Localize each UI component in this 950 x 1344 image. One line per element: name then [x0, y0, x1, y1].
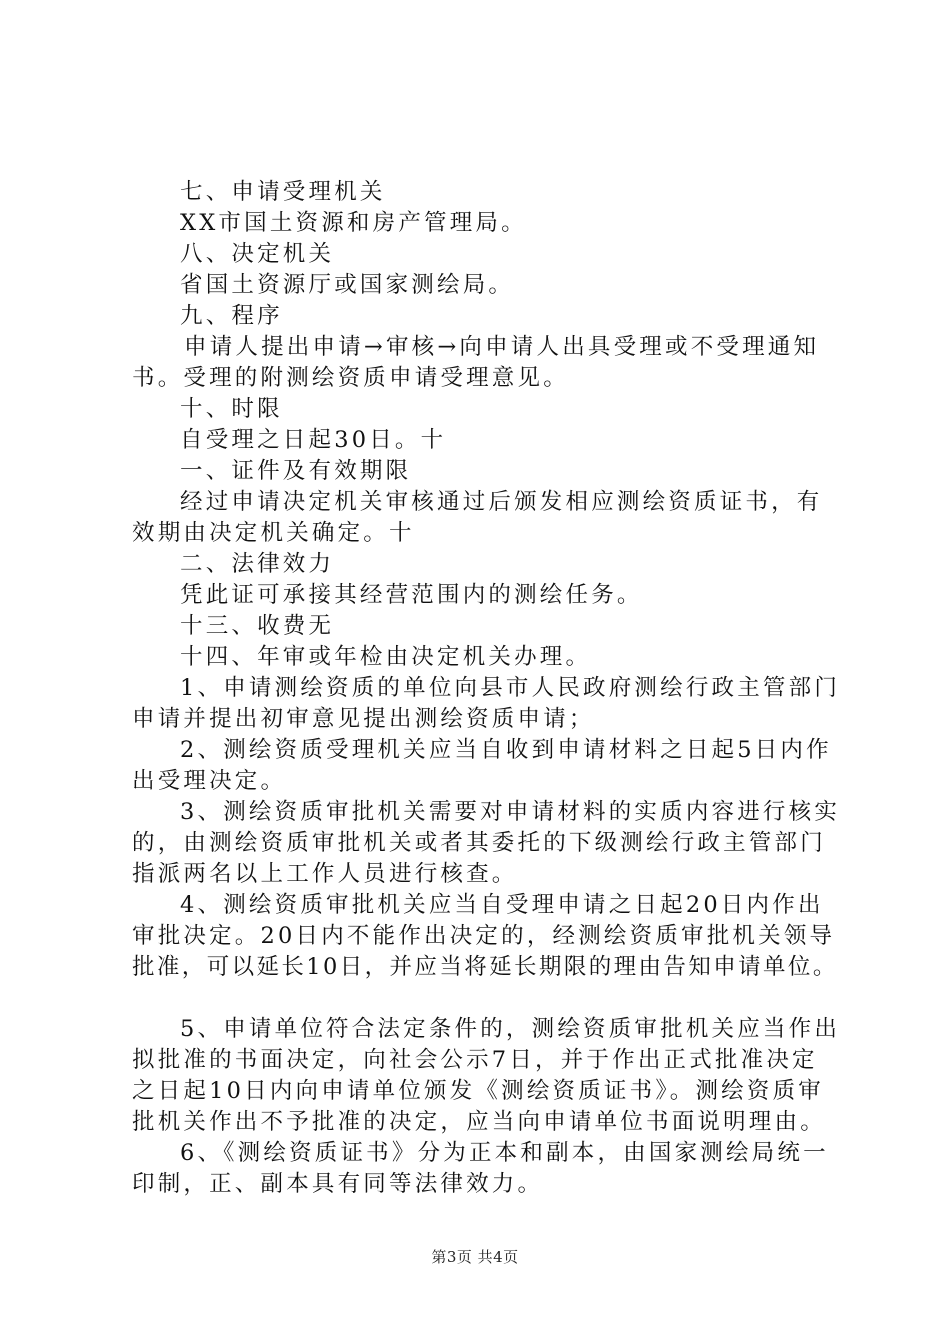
paragraph-line: 审批决定。20日内不能作出决定的，经测绘资质审批机关领导	[132, 923, 836, 949]
heading-certificate-validity: 一、证件及有效期限	[180, 458, 412, 484]
paragraph-line: 申请并提出初审意见提出测绘资质申请；	[132, 706, 595, 732]
paragraph-line: 指派两名以上工作人员进行核查。	[132, 861, 518, 887]
paragraph-line: 批准，可以延长10日，并应当将延长期限的理由告知申请单位。	[132, 954, 838, 980]
paragraph-line: 省国土资源厅或国家测绘局。	[180, 272, 515, 298]
list-item-6: 6、《测绘资质证书》分为正本和副本，由国家测绘局统一	[180, 1140, 829, 1166]
paragraph-line: 拟批准的书面决定，向社会公示7日，并于作出正式批准决定	[132, 1047, 818, 1073]
list-item-5: 5、申请单位符合法定条件的，测绘资质审批机关应当作出	[180, 1016, 841, 1042]
paragraph-line: 之日起10日内向申请单位颁发《测绘资质证书》。测绘资质审	[132, 1078, 824, 1104]
list-item-3: 3、测绘资质审批机关需要对申请材料的实质内容进行核实	[180, 799, 841, 825]
paragraph-line: 凭此证可承接其经营范围内的测绘任务。	[180, 582, 643, 608]
page-footer: 第3页 共4页	[431, 1248, 519, 1266]
paragraph-line: XX市国土资源和房产管理局。	[180, 210, 527, 236]
heading-procedure: 九、程序	[180, 303, 283, 329]
paragraph-line: 批机关作出不予批准的决定，应当向申请单位书面说明理由。	[132, 1109, 826, 1135]
heading-decision-authority: 八、决定机关	[180, 241, 335, 267]
heading-fees: 十三、收费无	[180, 613, 335, 639]
heading-legal-effect: 二、法律效力	[180, 551, 335, 577]
paragraph-line: 自受理之日起30日。十	[180, 427, 447, 453]
paragraph-line: 书。受理的附测绘资质申请受理意见。	[132, 365, 569, 391]
paragraph-line: 出受理决定。	[132, 768, 287, 794]
heading-time-limit: 十、时限	[180, 396, 283, 422]
paragraph-line: 印制，正、副本具有同等法律效力。	[132, 1171, 544, 1197]
paragraph-line: 申请人提出申请→审核→向申请人出具受理或不受理通知	[184, 334, 820, 360]
paragraph-line: 经过申请决定机关审核通过后颁发相应测绘资质证书，有	[180, 489, 823, 515]
paragraph-line: 的，由测绘资质审批机关或者其委托的下级测绘行政主管部门	[132, 830, 826, 856]
list-item-4: 4、测绘资质审批机关应当自受理申请之日起20日内作出	[180, 892, 824, 918]
list-item-1: 1、申请测绘资质的单位向县市人民政府测绘行政主管部门	[180, 675, 841, 701]
heading-acceptance-authority: 七、申请受理机关	[180, 179, 386, 205]
list-item-2: 2、测绘资质受理机关应当自收到申请材料之日起5日内作	[180, 737, 832, 763]
heading-annual-review: 十四、年审或年检由决定机关办理。	[180, 644, 592, 670]
paragraph-line: 效期由决定机关确定。十	[132, 520, 415, 546]
